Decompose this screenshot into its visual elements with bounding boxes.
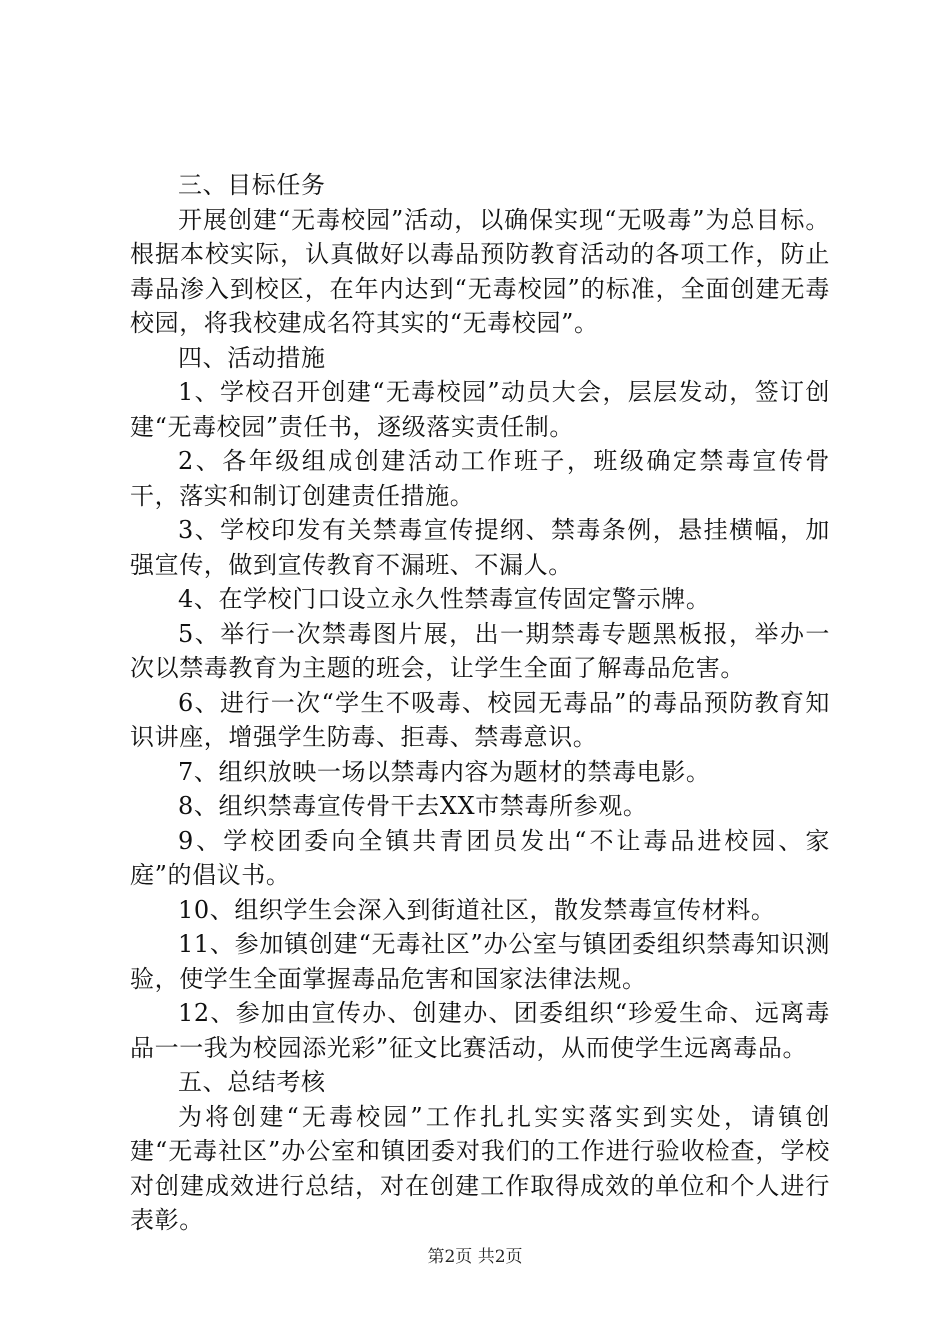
section-heading-summary: 五、总结考核 bbox=[178, 1068, 326, 1096]
document-body bbox=[130, 168, 830, 1238]
measure-item-10: 10、组织学生会深入到街道社区，散发禁毒宣传材料。 bbox=[178, 895, 776, 924]
measure-item-9: 9、学校团委向全镇共青团员发出“不让毒品进校园、家庭”的倡议书。 bbox=[130, 826, 830, 889]
measure-item-1: 1、学校召开创建“无毒校园”动员大会，层层发动，签订创建“无毒校园”责任书，逐级落实责任制。 bbox=[130, 378, 830, 441]
measure-item-2: 2、各年级组成创建活动工作班子，班级确定禁毒宣传骨干，落实和制订创建责任措施。 bbox=[130, 447, 830, 510]
measure-item-6: 6、进行一次“学生不吸毒、校园无毒品”的毒品预防教育知识讲座，增强学生防毒、拒毒、禁毒意识。 bbox=[130, 688, 830, 751]
measure-item-7: 7、组织放映一场以禁毒内容为题材的禁毒电影。 bbox=[178, 757, 711, 786]
measure-item-11: 11、参加镇创建“无毒社区”办公室与镇团委组织禁毒知识测验，使学生全面掌握毒品危害和国家法律法规。 bbox=[130, 930, 830, 993]
paragraph-summary: 为将创建“无毒校园”工作扎扎实实落实到实处，请镇创建“无毒社区”办公室和镇团委对我们的工作进行验收检查，学校对创建成效进行总结，对在创建工作取得成效的单位和个人进行表彰。 bbox=[130, 1102, 830, 1234]
section-heading-goals: 三、目标任务 bbox=[178, 171, 326, 199]
paragraph-goals: 开展创建“无毒校园”活动，以确保实现“无吸毒”为总目标。根据本校实际，认真做好以毒品预防教育活动的各项工作，防止毒品渗入到校区，在年内达到“无毒校园”的标准，全面创建无毒校园，将我校建成名符其实的“无毒校园”。 bbox=[130, 205, 830, 337]
measure-item-12: 12、参加由宣传办、创建办、团委组织“珍爱生命、远离毒品一一我为校园添光彩”征文比赛活动，从而使学生远离毒品。 bbox=[130, 999, 830, 1062]
measure-item-8: 8、组织禁毒宣传骨干去XX市禁毒所参观。 bbox=[178, 792, 648, 820]
measure-item-5: 5、举行一次禁毒图片展，出一期禁毒专题黑板报，举办一次以禁毒教育为主题的班会，让学生全面了解毒品危害。 bbox=[130, 619, 830, 682]
section-heading-measures: 四、活动措施 bbox=[178, 343, 326, 372]
page-number-footer: 第2页 共2页 bbox=[427, 1247, 523, 1267]
measure-item-3: 3、学校印发有关禁毒宣传提纲、禁毒条例，悬挂横幅，加强宣传，做到宣传教育不漏班、不漏人。 bbox=[130, 516, 830, 579]
measure-item-4: 4、在学校门口设立永久性禁毒宣传固定警示牌。 bbox=[178, 585, 711, 613]
